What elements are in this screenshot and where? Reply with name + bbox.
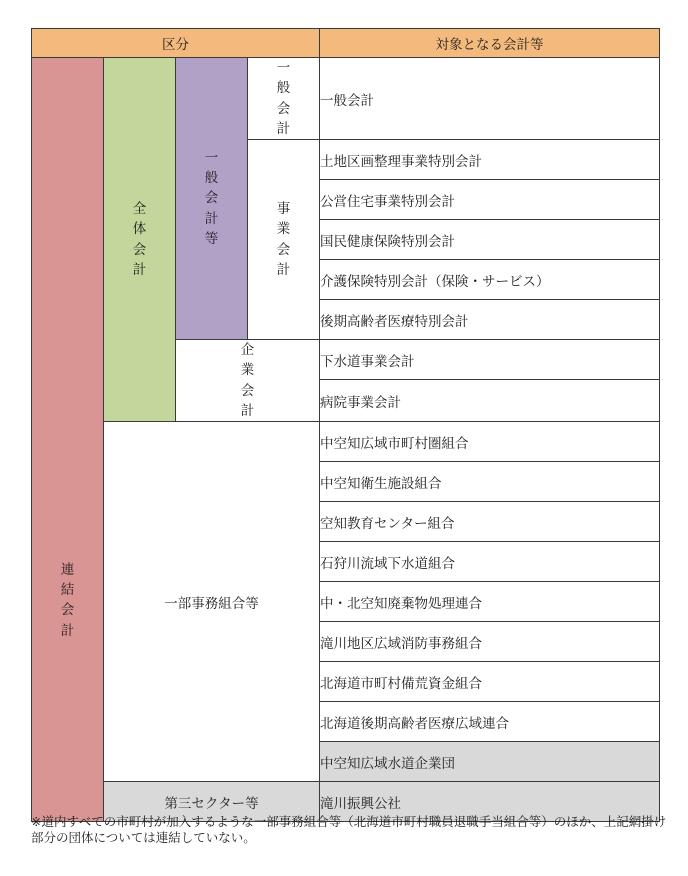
row-hospital: 病院事業会計: [320, 380, 660, 422]
partial-affairs-cell: 一部事務組合等: [104, 422, 320, 782]
enterprise-accounts-cell: [176, 340, 320, 422]
row-takikawa-promotion: 滝川振興公社: [320, 782, 660, 822]
row-education-center: 空知教育センター組合: [320, 502, 660, 542]
enterprise-accounts-label: 企業会計: [240, 342, 255, 419]
consolidated-cell: [32, 380, 104, 822]
row-fire-union: 滝川地区広域消防事務組合: [320, 622, 660, 662]
row-reserve-fund: 北海道市町村備荒資金組合: [320, 662, 660, 702]
general-account-cell: [248, 58, 320, 140]
general-accounts-label: 一般会計等: [204, 149, 219, 247]
row-water-authority: 中空知広域水道企業団: [320, 742, 660, 782]
table-row: [32, 58, 660, 140]
row-elderly-medical: 後期高齢者医療特別会計: [320, 300, 660, 340]
header-target: 対象となる会計等: [320, 29, 660, 58]
general-account-label: 一般会計: [276, 60, 291, 137]
row-nursing-care: 介護保険特別会計（保険・サービス）: [320, 260, 660, 300]
row-waste-union: 中・北空知廃棄物処理連合: [320, 582, 660, 622]
consolidated-label: 連結会計: [60, 561, 75, 639]
row-public-housing: 公営住宅事業特別会計: [320, 180, 660, 220]
whole-accounts-label: 全体会計: [132, 201, 147, 278]
consolidated-top-cell: [32, 58, 104, 380]
business-accounts-cell: [248, 140, 320, 340]
row-national-health: 国民健康保険特別会計: [320, 220, 660, 260]
row-sewerage: 下水道事業会計: [320, 340, 660, 380]
table-row: [32, 422, 660, 462]
header-category: 区分: [32, 29, 320, 58]
row-land-readjustment: 土地区画整理事業特別会計: [320, 140, 660, 180]
row-general-account: 一般会計: [320, 58, 660, 140]
business-accounts-label: 事業会計: [276, 201, 291, 278]
row-ishikari-sewerage: 石狩川流域下水道組合: [320, 542, 660, 582]
general-accounts-cell: [176, 58, 248, 340]
row-hokkaido-elderly: 北海道後期高齢者医療広域連合: [320, 702, 660, 742]
row-sanitation: 中空知衛生施設組合: [320, 462, 660, 502]
header-row: [32, 29, 660, 58]
footnote: ※道内すべての市町村が加入するような一部事務組合等（北海道市町村職員退職手当組合等）のほか、上記網掛け部分の団体については連結していない。: [31, 814, 667, 845]
scope-table: [31, 28, 660, 822]
third-sector-cell: 第三セクター等: [104, 782, 320, 822]
row-nakasorachi-area: 中空知広域市町村圏組合: [320, 422, 660, 462]
whole-accounts-cell: [104, 58, 176, 422]
